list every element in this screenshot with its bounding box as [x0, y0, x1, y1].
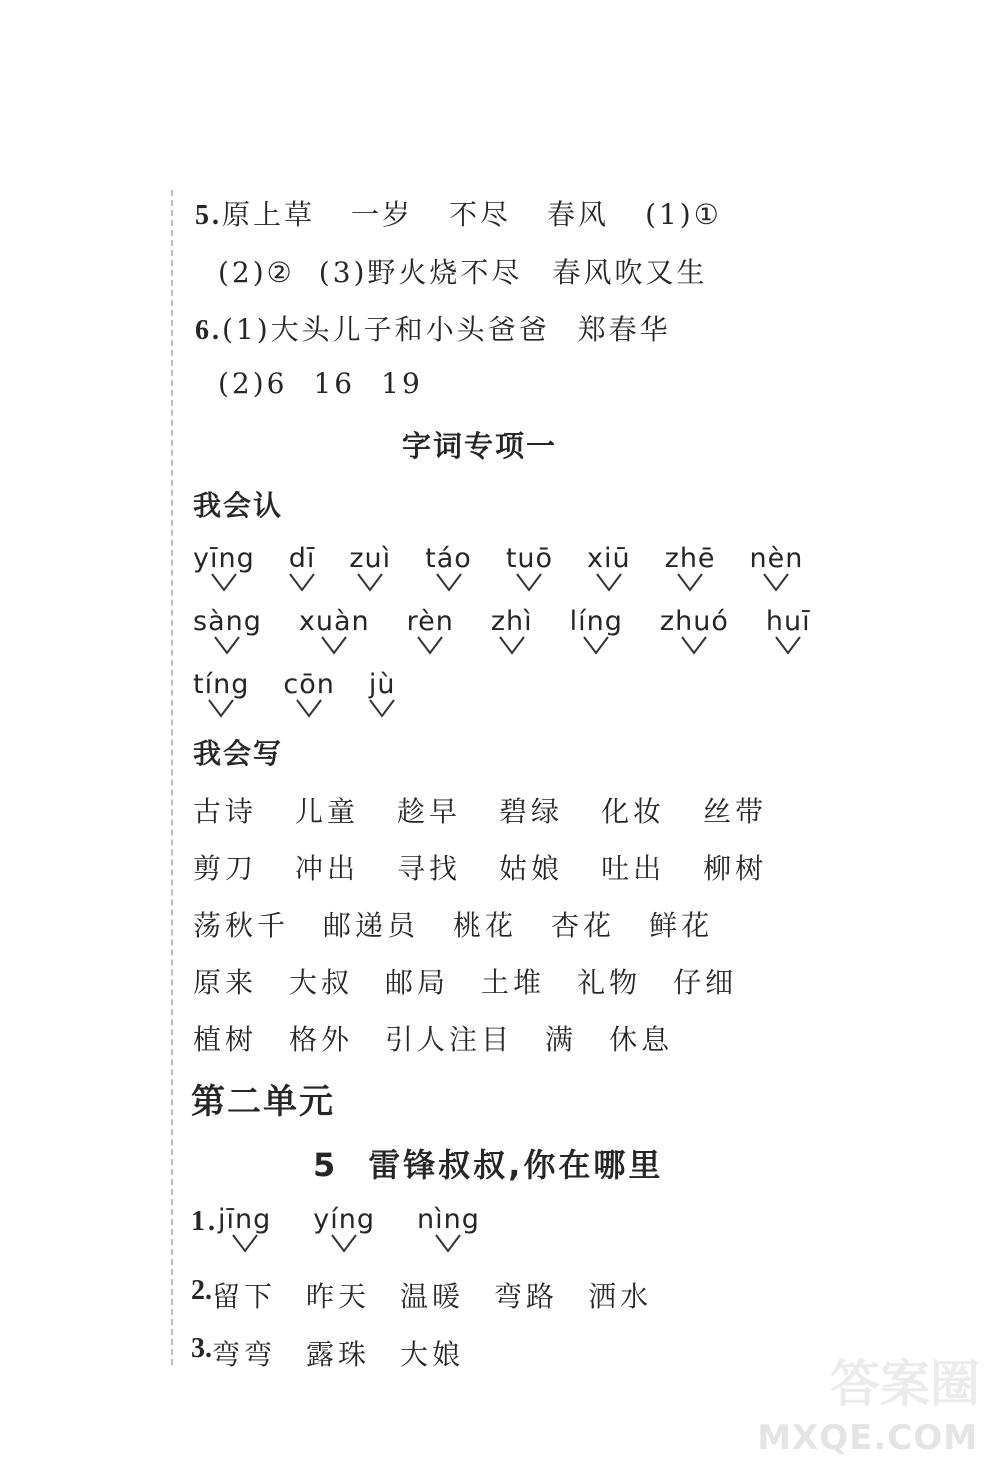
q5-answer-8: 春风吹又生: [552, 256, 708, 289]
lesson-pinyin-item-1: [218, 1204, 271, 1235]
pinyin-item-r2-2: [299, 606, 370, 637]
pinyin-item-r2-3: [407, 606, 454, 637]
word-r5-1: 植树: [193, 1023, 258, 1056]
check-mark-icon: [295, 697, 323, 719]
check-mark-icon: [435, 571, 463, 593]
word-r4-6: 仔细: [673, 966, 738, 999]
word-r1-5: 化妆: [601, 795, 666, 828]
pinyin-text: huī: [765, 606, 811, 637]
word-r2-2: 冲出: [295, 852, 360, 885]
check-mark-icon: [416, 634, 444, 656]
pinyin-text: nìng: [417, 1204, 480, 1235]
word-r4-1: 原来: [193, 966, 258, 999]
word-row-4: [193, 961, 737, 1001]
pinyin-text: yíng: [313, 1204, 375, 1235]
lesson-q3-number: 3.: [191, 1333, 212, 1364]
pinyin-item-r2-4: [491, 606, 533, 637]
word-r4-4: 土堆: [481, 966, 546, 999]
pinyin-text: zhē: [664, 543, 716, 574]
check-mark-icon: [762, 571, 790, 593]
word-row-3: [193, 904, 713, 944]
q5-answer-3: 不尽: [449, 198, 512, 231]
pinyin-text: zhuó: [659, 606, 729, 637]
word-r2-5: 吐出: [601, 852, 666, 885]
word-r4-5: 礼物: [577, 966, 642, 999]
pinyin-text: nèn: [749, 543, 804, 574]
pinyin-text: zuì: [349, 543, 392, 574]
site-watermark: [757, 1346, 990, 1466]
pinyin-item-r2-5: [570, 606, 623, 637]
word-r3-5: 鲜花: [649, 909, 714, 942]
pinyin-item-r1-6: [587, 543, 631, 574]
word-r5-3: 引人注目: [385, 1023, 514, 1056]
pinyin-text: jīng: [218, 1204, 272, 1235]
lesson-q3-word-3: 大娘: [400, 1338, 465, 1371]
q5-answer-5: (1)①: [645, 198, 722, 231]
q5-line-2: [218, 251, 707, 291]
q5-answer-2: 一岁: [351, 198, 414, 231]
word-r5-4: 满: [545, 1023, 578, 1056]
check-mark-icon: [320, 634, 348, 656]
pinyin-text: tíng: [193, 669, 250, 700]
check-mark-icon: [231, 1232, 259, 1254]
pinyin-item-r2-6: [660, 606, 729, 637]
pinyin-text: jù: [368, 669, 396, 700]
check-mark-icon: [330, 1232, 358, 1254]
q6-answer-3: (2)6: [218, 367, 288, 400]
q5-answer-7: (3)野火烧不尽: [318, 256, 523, 289]
pinyin-row-1: [193, 543, 803, 574]
pinyin-text: táo: [425, 543, 472, 574]
pinyin-item-r1-2: [289, 543, 316, 574]
pinyin-item-r1-1: [193, 543, 255, 574]
q5-answer-1: 原上草: [222, 198, 316, 231]
check-mark-icon: [368, 697, 396, 719]
lesson-q2-line: [191, 1275, 652, 1315]
pinyin-item-r3-3: [369, 669, 396, 700]
word-r1-2: 儿童: [295, 795, 360, 828]
pinyin-item-r3-1: [193, 669, 249, 700]
pinyin-row-3: [193, 669, 395, 700]
lesson-pinyin-item-2: [313, 1204, 375, 1235]
check-mark-icon: [207, 697, 235, 719]
lesson-q1-number: 1.: [191, 1206, 218, 1237]
word-r4-2: 大叔: [289, 966, 354, 999]
pinyin-item-r1-8: [750, 543, 804, 574]
lesson-title-line: [313, 1140, 663, 1186]
lesson-q2-word-1: 留下: [212, 1280, 277, 1313]
check-mark-icon: [288, 571, 316, 593]
dashed-margin-rule: [171, 190, 173, 1365]
pinyin-text: tuō: [505, 543, 554, 574]
word-r1-3: 趁早: [397, 795, 462, 828]
pinyin-text: cōn: [283, 669, 335, 700]
check-mark-icon: [595, 571, 623, 593]
q5-number: 5.: [195, 200, 222, 231]
watermark-site: MXQE.COM: [757, 1418, 978, 1458]
check-mark-icon: [213, 634, 241, 656]
q6-answer-5: 19: [381, 367, 423, 400]
word-row-5: [193, 1018, 673, 1058]
q6-answer-2: 郑春华: [577, 313, 671, 346]
check-mark-icon: [210, 571, 238, 593]
pinyin-item-r2-1: [193, 606, 262, 637]
q6-line-1: [195, 308, 671, 348]
recognize-heading: 我会认: [193, 489, 284, 522]
check-mark-icon: [676, 571, 704, 593]
word-row-1: [193, 790, 767, 830]
pinyin-text: rèn: [406, 606, 454, 637]
pinyin-item-r2-7: [766, 606, 811, 637]
lesson-q2-word-4: 弯路: [494, 1280, 559, 1313]
q6-number: 6.: [195, 315, 222, 346]
check-mark-icon: [498, 634, 526, 656]
check-mark-icon: [515, 571, 543, 593]
pinyin-text: yīng: [193, 543, 255, 574]
pinyin-text: líng: [569, 606, 623, 637]
pinyin-text: xiū: [587, 543, 631, 574]
lesson-q2-word-5: 洒水: [588, 1280, 653, 1313]
check-mark-icon: [356, 571, 384, 593]
lesson-q2-word-2: 昨天: [306, 1280, 371, 1313]
unit-title: 第二单元: [191, 1082, 335, 1122]
lesson-q3-word-2: 露珠: [306, 1338, 371, 1371]
word-r3-2: 邮递员: [323, 909, 420, 942]
lesson-q3-word-1: 弯弯: [212, 1338, 277, 1371]
word-r3-1: 荡秋千: [193, 909, 290, 942]
word-r5-5: 休息: [609, 1023, 674, 1056]
word-r4-3: 邮局: [385, 966, 450, 999]
q6-answer-4: 16: [313, 367, 356, 400]
word-r3-4: 杏花: [551, 909, 616, 942]
pinyin-row-2: [193, 606, 811, 637]
watermark-logo: 答案圈: [830, 1355, 980, 1413]
q6-line-2: [218, 367, 423, 400]
lesson-q2-number: 2.: [191, 1275, 212, 1306]
q5-line-1: [195, 193, 722, 233]
pinyin-text: sàng: [193, 606, 262, 637]
lesson-number: 5: [313, 1146, 339, 1184]
word-r2-4: 姑娘: [499, 852, 564, 885]
section-title: 字词专项一: [402, 429, 558, 463]
word-row-2: [193, 847, 767, 887]
pinyin-text: dī: [288, 543, 316, 574]
word-r1-1: 古诗: [193, 795, 258, 828]
lesson-q2-word-3: 温暖: [400, 1280, 465, 1313]
pinyin-item-r1-3: [349, 543, 391, 574]
word-r1-6: 丝带: [703, 795, 768, 828]
word-r2-6: 柳树: [703, 852, 768, 885]
lesson-title: 雷锋叔叔,你在哪里: [368, 1146, 664, 1184]
lesson-q1-pinyin-row: [218, 1204, 480, 1235]
check-mark-icon: [582, 634, 610, 656]
word-r2-3: 寻找: [397, 852, 462, 885]
pinyin-item-r3-2: [283, 669, 334, 700]
lesson-q3-line: [191, 1333, 464, 1373]
pinyin-text: xuàn: [298, 606, 370, 637]
q5-answer-6: (2)②: [218, 256, 295, 289]
check-mark-icon: [434, 1232, 462, 1254]
word-r2-1: 剪刀: [193, 852, 258, 885]
word-r3-3: 桃花: [453, 909, 518, 942]
check-mark-icon: [680, 634, 708, 656]
q5-answer-4: 春风: [547, 198, 610, 231]
word-r5-2: 格外: [289, 1023, 354, 1056]
word-r1-4: 碧绿: [499, 795, 564, 828]
check-mark-icon: [774, 634, 802, 656]
pinyin-item-r1-7: [665, 543, 716, 574]
pinyin-item-r1-4: [425, 543, 472, 574]
pinyin-text: zhì: [490, 606, 533, 637]
q6-answer-1: (1)大头儿子和小头爸爸: [222, 313, 550, 346]
pinyin-item-r1-5: [506, 543, 553, 574]
write-heading: 我会写: [193, 737, 284, 770]
lesson-pinyin-item-3: [417, 1204, 480, 1235]
